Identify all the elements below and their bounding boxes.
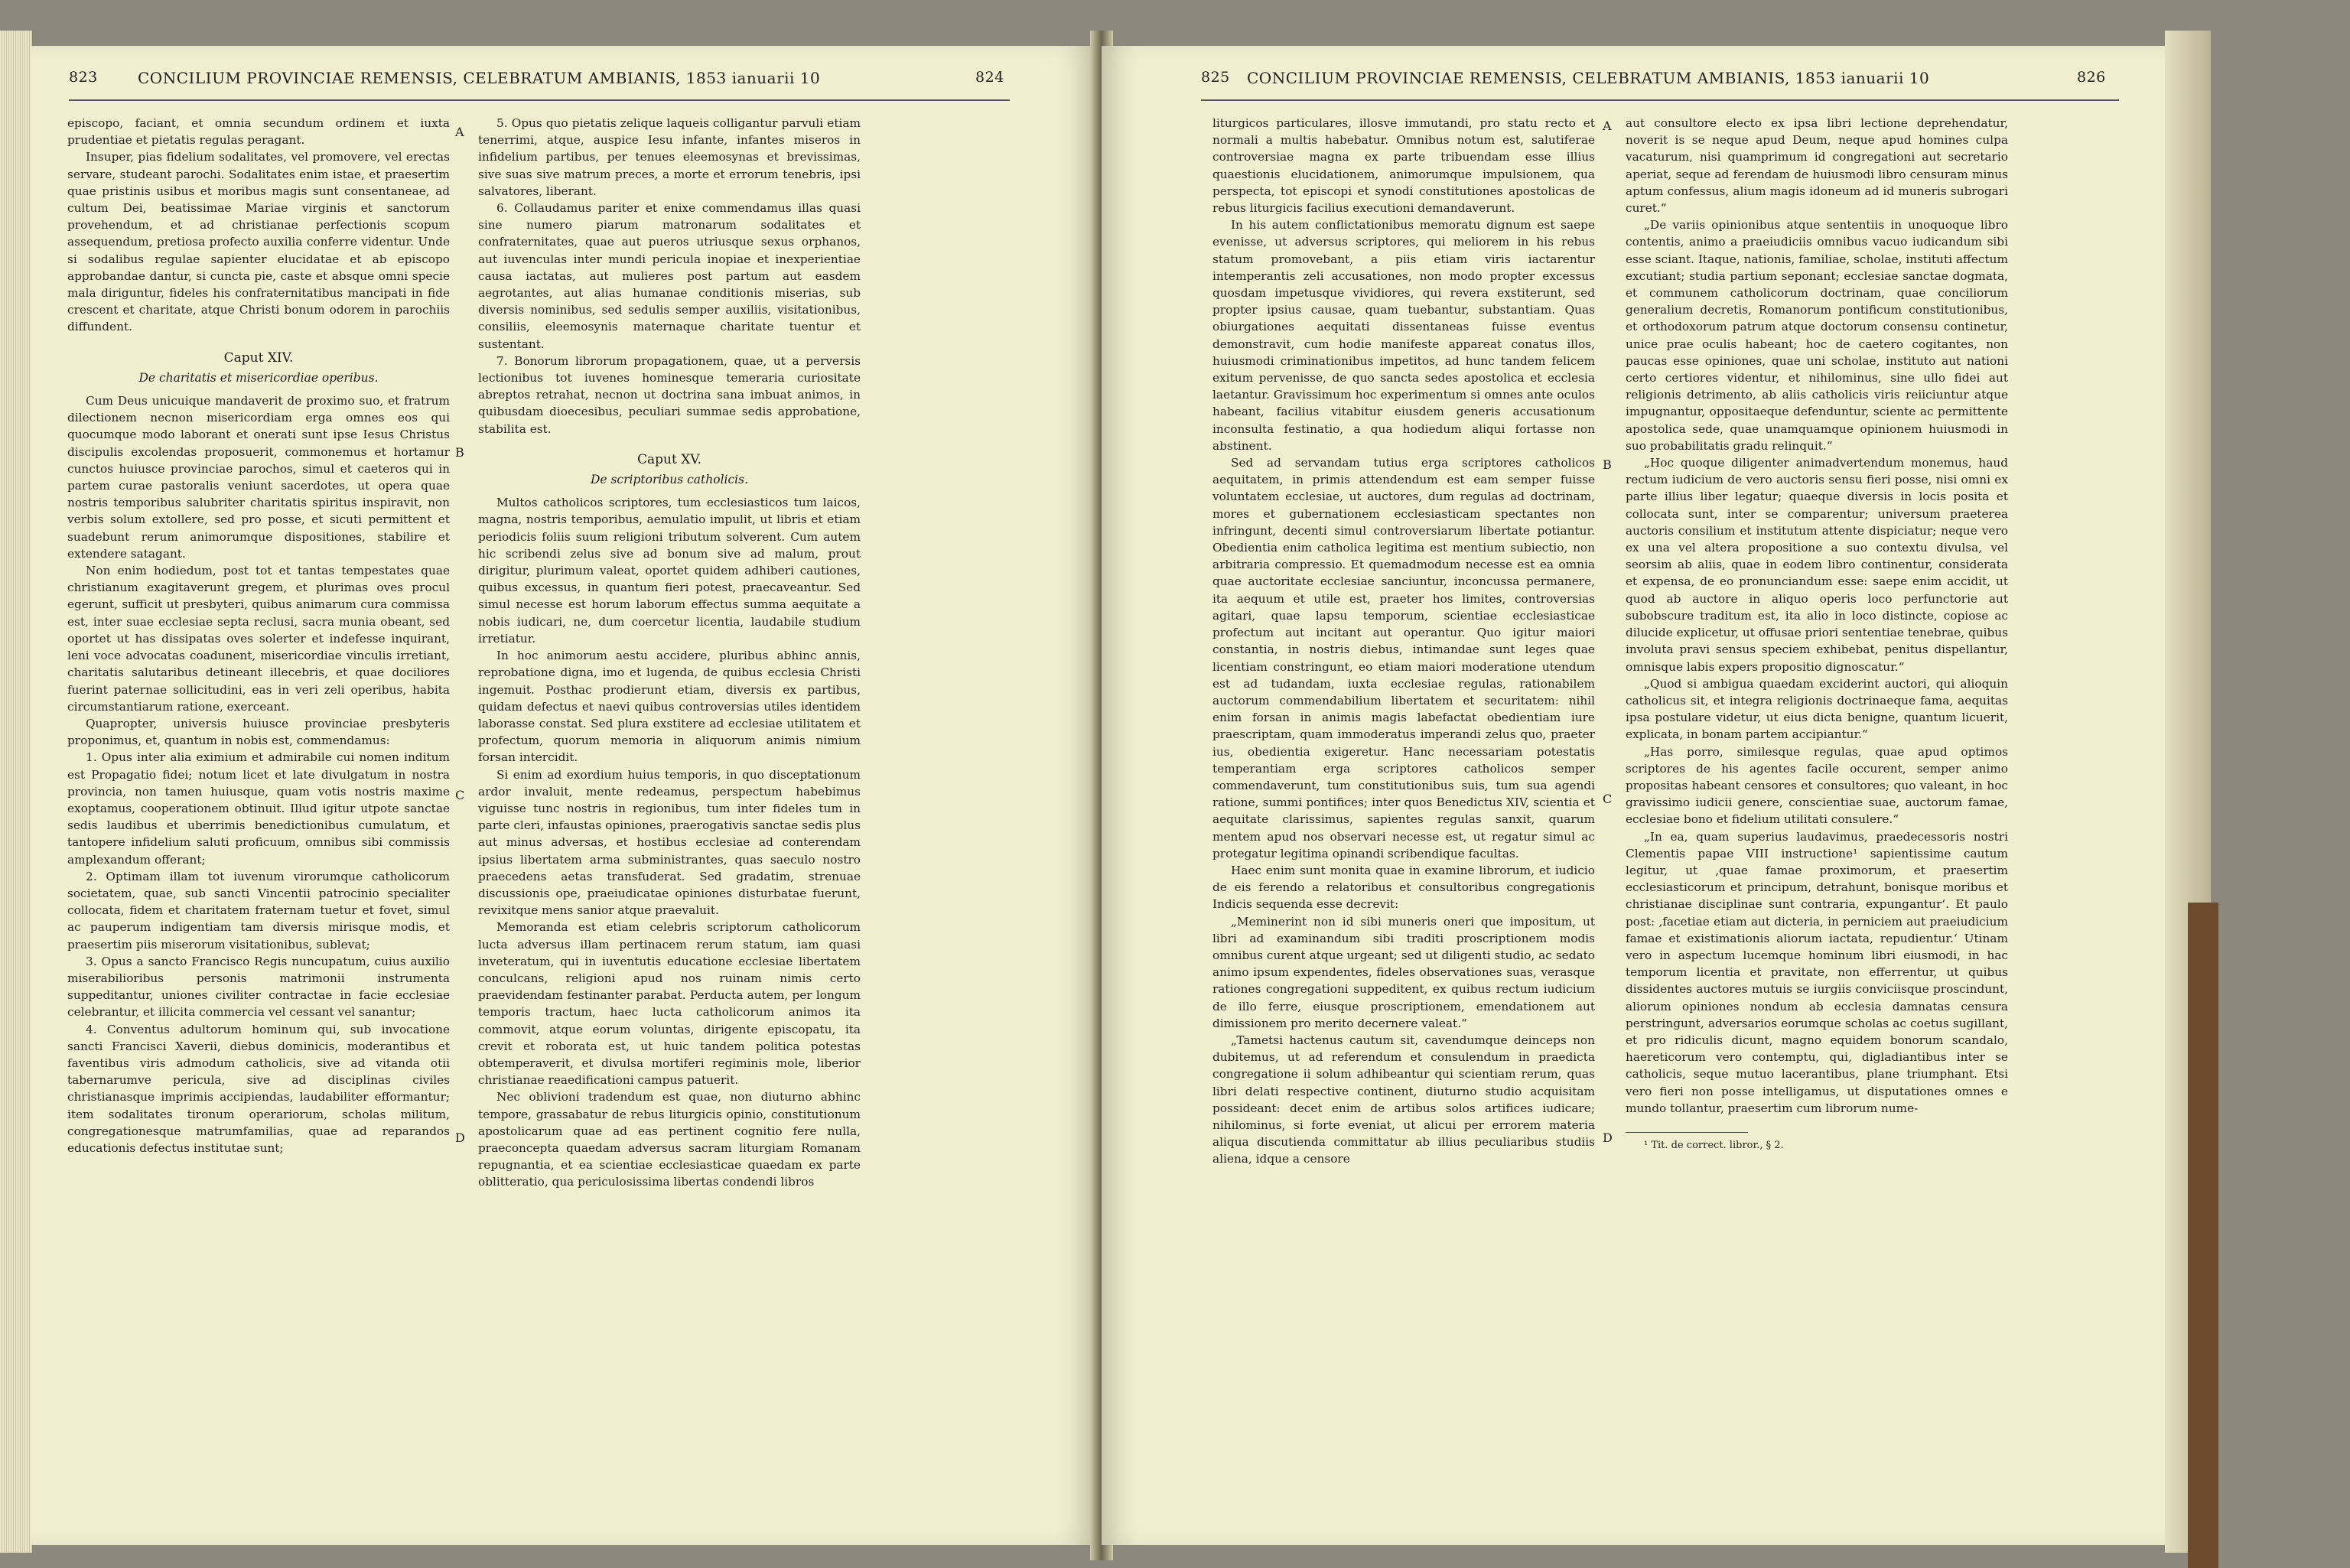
left-page (31, 46, 1094, 1545)
paragraph: liturgicos particulares, illosve immutandi, pro statu recto et normali a multis habebatur. Omnibus notum est, salutiferae controversiae magna ex parte tribuendam esse illius quaestionis elucidationem, animorumque impulsionem, qua perspecta, tot episcopi et synodi constitutiones apostolicas de rebus liturgicis facilius executioni demandaverunt. (1212, 116, 1595, 216)
page-number: 824 (975, 69, 1004, 86)
paragraph: „Hoc quoque diligenter animadvertendum monemus, haud rectum iudicium de vero auctoris sensu fieri posse, nisi omni ex parte illius liber legatur; quaeque diversis in locis posita et collocata sunt, inter se comparentur; universum praeterea auctoris consilium et institutum attente dispiciatur; neque vero ex una vel altera propositione a suo contextu divulsa, vel seorsim ab aliis, quae in eodem libro continentur, considerata et expensa, de eo pronunciandum esse: saepe enim accidit, ut quod ab auctore in aliquo operis loco perfunctorie aut subobscure traditum est, ita alio in loco distincte, copiose ac dilucide explicetur, ut offusae priori sententiae tenebrae, quibus involuta pravi sensus speciem exhibebat, penitus dispellantur, omnisque labis expers propositio dignoscatur.“ (1626, 456, 2008, 674)
chapter-subtitle: De scriptoribus catholicis. (590, 473, 749, 487)
paragraph: „Tametsi hactenus cautum sit, cavendumque deinceps non dubitemus, ut ad referendum et consulendum in praedicta congregatione ii solum adhibeantur qui scientiam rerum, quas libri delati respective continent, diuturno studio acquisitam possideant: decet enim de artibus solos artifices iudicare; nihilominus, si forte eveniat, ut alicui per errorem materia aliqua discutienda committatur ab illius peculiaribus studiis aliena, idque a censore (1212, 1033, 1595, 1166)
margin-letter: B (455, 445, 464, 460)
chapter-subtitle: De charitatis et misericordiae operibus. (138, 370, 379, 385)
paragraph: Multos catholicos scriptores, tum ecclesiasticos tum laicos, magna, nostris temporibus, aemulatio impulit, ut libris et etiam periodicis foliis suum religioni tributum solverent. Cum autem hic scribendi zelus sive ad bonum sive ad malum, prout dirigitur, plurimum valeat, oportet quidem adhiberi cautiones, quibus excessus, in quantum fieri potest, praecaveantur. Sed simul necesse est horum laborum effectus summa aequitate a nobis iudicari, ne, dum coercetur licentia, laudabile studium irretiatur. (478, 496, 861, 646)
paragraph: „Quod si ambigua quaedam exciderint auctori, qui alioquin catholicus sit, et integra religionis doctrinaeque fama, aequitas ipsa postulare videtur, ut eius dicta benigne, quantum licuerit, explicata, in bonam partem accipiantur.“ (1626, 676, 2008, 742)
paragraph: „Meminerint non id sibi muneris oneri que impositum, ut libri ad examinandum sibi traditi proscriptionem modis omnibus curent atque urgeant; sed ut diligenti studio, ac sedato animo ipsum expendentes, fideles observationes suas, verasque rationes congregationi suppeditent, ex quibus rectum iudicium de illo ferre, eiusque proscriptionem, emendationem aut dimissionem pro merito decernere valeat.“ (1212, 914, 1595, 1030)
margin-letter: C (1603, 792, 1613, 806)
chapter-heading: Caput XIV. (223, 350, 294, 366)
page-number: 826 (2077, 69, 2106, 86)
paragraph: Si enim ad exordium huius temporis, in quo disceptationum ardor invaluit, mente redeamus, perspectum habebimus viguisse tunc nostris in regionibus, tum inter fideles tum in parte cleri, infaustas opiniones, praerogativis sanctae sedis plus aut minus adversas, et hostibus ecclesiae ad conterendam ipsius libertatem arma subministrantes, quas saeculo nostro praecedens aetas transfuderat. Sed gradatim, strenuae discussionis ope, praeiudicatae opiniones disturbatae fuerunt, revixitque mens sanior atque praevaluit. (478, 767, 861, 918)
paragraph: 4. Conventus adultorum hominum qui, sub invocatione sancti Francisci Xaverii, diebus dominicis, moderantibus et faventibus viris admodum catholicis, sive ad vitanda otii tabernarumve pericula, sive ad disciplinas civiles christianasque imprimis accipiendas, laudabiliter efformantur; item sodalitates tironum operariorum, scholas militum, congregationesque matrumfamilias, quae ad reparandos educationis defectus institutae sunt; (67, 1022, 450, 1155)
footnote-rule (1626, 1132, 1748, 1133)
left-page-column-2 (478, 115, 861, 1191)
paragraph: Memoranda est etiam celebris scriptorum catholicorum lucta adversus illam pertinacem rerum statum, iam quasi inveteratum, qui in iuventutis educatione ecclesiae libertatem conculcans, religioni apud nos ruinam nimis certo praevidendam festinanter parabat. Perducta autem, per longum temporis tractum, haec lucta catholicorum animos ita commovit, atque eorum voluntas, dirigente episcopatu, ita crevit et roborata est, ut huic tandem politica potestas obtemperaverit, et divulsa mortiferi regiminis mole, liberior christianae reaedificationi campus patuerit. (478, 920, 861, 1088)
paragraph: Quapropter, universis huiusce provinciae presbyteris proponimus, et, quantum in nobis est, commendamus: (67, 716, 450, 748)
right-page-column-1 (1212, 115, 1595, 1168)
footnote: ¹ Tit. de correct. libror., § 2. (1644, 1139, 1784, 1151)
margin-letter: B (1603, 457, 1612, 472)
paragraph: Cum Deus unicuique mandaverit de proximo suo, et fratrum dilectionem necnon misericordiam erga omnes eos qui quocumque modo laborant et onerati sunt ipse Iesus Christus discipulis excolendas proposuerit, commonemus et hortamur cunctos huiusce provinciae parochos, simul et caeteros qui in partem curae pastoralis veniunt sacerdotes, ut opera quae nostris temporibus salubriter charitatis spiritus inspiravit, non verbis solum extollere, sed pro posse, et sicuti permittent et suadebunt rerum animorumque dispositiones, stabilire et extendere satagant. (67, 394, 450, 561)
paragraph: In his autem conflictationibus memoratu dignum est saepe evenisse, ut adversus scriptores, qui meliorem in his rebus statum promovebant, a piis etiam viris iactarentur intemperantis zeli accusationes, non modo propter excessus quosdam impetusque vividiores, qui revera exstiterunt, sed propter ipsius causae, quam tuebantur, substantiam. Quas obiurgationes aequitati dissentaneas fuisse eventus demonstravit, cum hodie manifeste appareat conatus illos, huiusmodi criminationibus impetitos, ad hunc tandem felicem exitum pervenisse, de quo sancta sedes apostolica et ecclesia laetantur. Gravissimum hoc experimentum si omnes ante oculos habeant, facilius vitabitur eiusdem generis accusationum inconsulta festinatio, a qua hodiedum aliqui fortasse non abstinent. (1212, 218, 1595, 453)
paragraph: aut consultore electo ex ipsa libri lectione deprehendatur, noverit is se neque apud Deum, neque apud homines culpa vacaturum, nisi quamprimum id congregationi aut secretario aperiat, seque ad ferendam de huiusmodi libro censuram minus aptum confessus, alium magis idoneum ad id muneris subrogari curet.“ (1626, 116, 2008, 216)
margin-letter: D (455, 1130, 465, 1145)
paragraph: Haec enim sunt monita quae in examine librorum, et iudicio de eis ferendo a relatoribus et consultoribus congregationis Indicis sequenda esse decrevit: (1212, 863, 1595, 912)
paragraph: Sed ad servandam tutius erga scriptores catholicos aequitatem, in primis attendendum est eam semper fuisse voluntatem ecclesiae, ut auctores, dum regulas ad doctrinam, mores et gubernationem ecclesiasticam spectantes non infringunt, decenti simul controversiarum libertate potiantur. Obedientia enim catholica legitima est mentium subiectio, non arbitraria compressio. Et quemadmodum necesse est ea omnia quae auctoritate ecclesiae sanciuntur, inconcussa permanere, ita aequum et utile est, praeter hos limites, controversias agitari, quae lapsu temporum, scientiae ecclesiasticae profectum aut incitant aut operantur. Quo igitur maiori constantia, in nostris diebus, intimandae sunt leges quae licentiam constringunt, eo etiam maiori moderatione utendum est ad tudandam, iuxta ecclesiae regulas, rationabilem auctorum commendabilium libertatem et securitatem: nihil enim forsan in animis magis labefactat obedientiam iure praescriptam, quam immoderatus imperandi zelus quo, praeter ius, obedientia exigeretur. Hanc necessariam potestatis temperantiam erga scriptores catholicos semper commendaverunt, tum constitutionibus suis, tum sua agendi ratione, summi pontifices; inter quos Benedictus XIV, scientia et aequitate clarissimus, sapientes regulas sanxit, quarum mentem apud nos observari necesse est, ut regatur simul ac protegatur legitima opinandi scribendique facultas. (1212, 456, 1595, 860)
paragraph: 3. Opus a sancto Francisco Regis nuncupatum, cuius auxilio miserabilioribus personis matrimonii instrumenta suppeditantur, uniones civiliter contractae in facie ecclesiae celebrantur, et illicita commercia vel cessant vel sanantur; (67, 954, 450, 1020)
header-rule (69, 99, 1010, 101)
margin-letter: D (1603, 1130, 1613, 1145)
paragraph: „In ea, quam superius laudavimus, praedecessoris nostri Clementis papae VIII instructione¹ sapientissime cautum legitur, ut ‚quae famae proximorum, et praesertim ecclesiasticorum et principum, detrahunt, bonisque moribus et christianae disciplinae sunt contraria, expungantur‘. Et paulo post: ‚facetiae etiam aut dicteria, in perniciem aut praeiudicium famae et existimationis aliorum iactata, repudientur.‘ Utinam vero in aspectum lucemque hominum libri eiusmodi, in hac temporum licentia et pravitate, non efferrentur, ut quibus dissidentes auctores mutuis se iurgiis conviciisque proscindunt, aliorum opiniones nondum ab ecclesia damnatas censura perstringunt, adversarios eorumque scholas ac coetus sugillant, et pro ridiculis dicunt, magno equidem bonorum scandalo, haereticorum vero contemptu, qui, digladiantibus inter se catholicis, seque mutuo lacerantibus, plane triumphant. Etsi vero fieri non posse intelligamus, ut disputationes omnes e mundo tollantur, praesertim cum librorum nume- (1626, 829, 2008, 1115)
margin-letter: A (1603, 119, 1612, 133)
paragraph: Insuper, pias fidelium sodalitates, vel promovere, vel erectas servare, studeant parochi. Sodalitates enim istae, et praesertim quae pristinis usibus et moribus magis sunt consentaneae, ad cultum Dei, beatissimae Mariae virginis et sanctorum provehendum, et ad christianae perfectionis scopum assequendum, pretiosa profecto auxilia conferre videntur. Unde si sodalibus regulae sapienter elucidatae et ab episcopo approbandae dantur, si cuncta pie, caste et absque omni specie mala diriguntur, fideles his confraternitatibus mancipati in fide crescent et charitate, atque Christi bonum odorem in parochiis diffundent. (67, 150, 450, 334)
paragraph: In hoc animorum aestu accidere, pluribus abhinc annis, reprobatione digna, imo et lugenda, de quibus ecclesia Christi ingemuit. Posthac prodierunt etiam, diversis ex partibus, quidam defectus et naevi quibus controversias utiles identidem laborasse constat. Sed plura exstitere ad ecclesiae utilitatem et profectum, quorum memoria in aliquorum animis nimium forsan intercidit. (478, 649, 861, 765)
page-number: 823 (69, 69, 98, 86)
binding-strip (2188, 903, 2218, 1568)
running-title: CONCILIUM PROVINCIAE REMENSIS, CELEBRATUM AMBIANIS, 1853 ianuarii 10 (1247, 69, 1930, 87)
header-rule (1201, 99, 2119, 101)
left-page-column-1 (67, 115, 450, 1156)
paragraph: Non enim hodiedum, post tot et tantas tempestates quae christianum exagitaverunt gregem, et plurimas oves procul egerunt, sufficit ut presbyteri, quibus animarum cura commissa est, inter suae ecclesiae septa reclusi, sacra munia obeant, sed oportet ut has dissipatas oves solerter et indefesse inquirant, leni voce advocatas coadunent, misericordiae vinculis irretiant, charitatis salutaribus detineant illecebris, et quae dociliores fuerint paternae sollicitudini, eas in veri zeli operibus, habita circumstantiarum ratione, exerceant. (67, 564, 450, 714)
paragraph: Nec oblivioni tradendum est quae, non diuturno abhinc tempore, grassabatur de rebus liturgicis opinio, constitutionum apostolicarum quae ad eas pertinent cognitio fere nulla, praeconcepta quaedam adversus sacram liturgiam Romanam repugnantia, et ea scientiae ecclesiasticae quaedam ex parte oblitteratio, qua periculosissima libertas condendi libros (478, 1090, 861, 1189)
page-edges (0, 31, 32, 1553)
paragraph: 5. Opus quo pietatis zelique laqueis colligantur parvuli etiam tenerrimi, atque, auspice Iesu infante, infantes miseros in infidelium partibus, per tenues eleemosynas et brevissimas, sive suas sive matrum preces, a morte et errorum tenebris, ipsi salvatores, liberant. (478, 116, 861, 198)
running-title: CONCILIUM PROVINCIAE REMENSIS, CELEBRATUM AMBIANIS, 1853 ianuarii 10 (138, 69, 821, 87)
paragraph: 2. Optimam illam tot iuvenum virorumque catholicorum societatem, quae, sub sancti Vincentii patrocinio specialiter collocata, fidem et charitatem fraternam tuetur et fovet, simul ac pauperum indigentiam tam diversis mirisque modis, et praesertim piis miserorum visitationibus, sublevat; (67, 869, 450, 952)
margin-letter: A (455, 125, 464, 139)
right-page (1102, 46, 2173, 1545)
right-page-column-2 (1626, 115, 2008, 1154)
paragraph: 6. Collaudamus pariter et enixe commendamus illas quasi sine numero piarum matronarum sodalitates et confraternitates, quae aut pueros utriusque sexus orphanos, aut iuvenculas inter mundi pericula inopiae et inexperientiae causa iactatas, aut mulieres post partum aut easdem aegrotantes, aut alias humanae conditionis miserias, sub diversis nominibus, sed sedulis semper auxiliis, visitationibus, consiliis, eleemosynis maternaque charitate tuentur et sustentant. (478, 201, 861, 351)
chapter-heading: Caput XV. (636, 451, 702, 467)
margin-letter: C (455, 788, 465, 802)
paragraph: 7. Bonorum librorum propagationem, quae, ut a perversis lectionibus tot iuvenes hominesque temeraria curiositate abreptos retrahat, necnon ut doctrina sana imbuat animos, in quibusdam dioecesibus, peculiari summae sedis approbatione, stabilita est. (478, 353, 861, 436)
page-number: 825 (1201, 69, 1230, 86)
paragraph: episcopo, faciant, et omnia secundum ordinem et iuxta prudentiae et pietatis regulas peragant. (67, 116, 450, 148)
paragraph: „Has porro, similesque regulas, quae apud optimos scriptores de his agentes facile occurent, semper animo propositas habeant censores et consultores; quo valeant, in hoc gravissimo iudicii genere, conscientiae suae, auctorum famae, ecclesiae bono et fidelium utilitati consulere.“ (1626, 744, 2008, 827)
paragraph: 1. Opus inter alia eximium et admirabile cui nomen inditum est Propagatio fidei; notum licet et late divulgatum in nostra provincia, non tamen huiusque, quam votis nostris maxime exoptamus, cooperationem obtinuit. Illud igitur utpote sanctae sedis laudibus et uberrimis benedictionibus cumulatum, et tantopere infidelium saluti proficuum, omnibus sibi commissis amplexandum offerant; (67, 750, 450, 867)
paragraph: „De variis opinionibus atque sententiis in unoquoque libro contentis, animo a praeiudiciis omnibus vacuo iudicandum sibi esse sciant. Itaque, nationis, familiae, scholae, instituti affectum excutiant; studia partium seponant; ecclesiae sanctae dogmata, et communem catholicorum doctrinam, quae conciliorum generalium decretis, Romanorum pontificum constitutionibus, et orthodoxorum patrum atque doctorum consensu continetur, unice prae oculis habeant; hoc de caetero cogitantes, non paucas esse opiniones, quae uni scholae, instituto aut nationi certo certiores videntur, et nihilominus, sine ullo fidei aut religionis detrimento, ab aliis catholicis viris reiiciuntur atque impugnantur, oppositaeque defenduntur, sciente ac permittente apostolica sede, quae unamquamque opinionem huiusmodi in suo probabilitatis gradu relinquit.“ (1626, 218, 2008, 453)
